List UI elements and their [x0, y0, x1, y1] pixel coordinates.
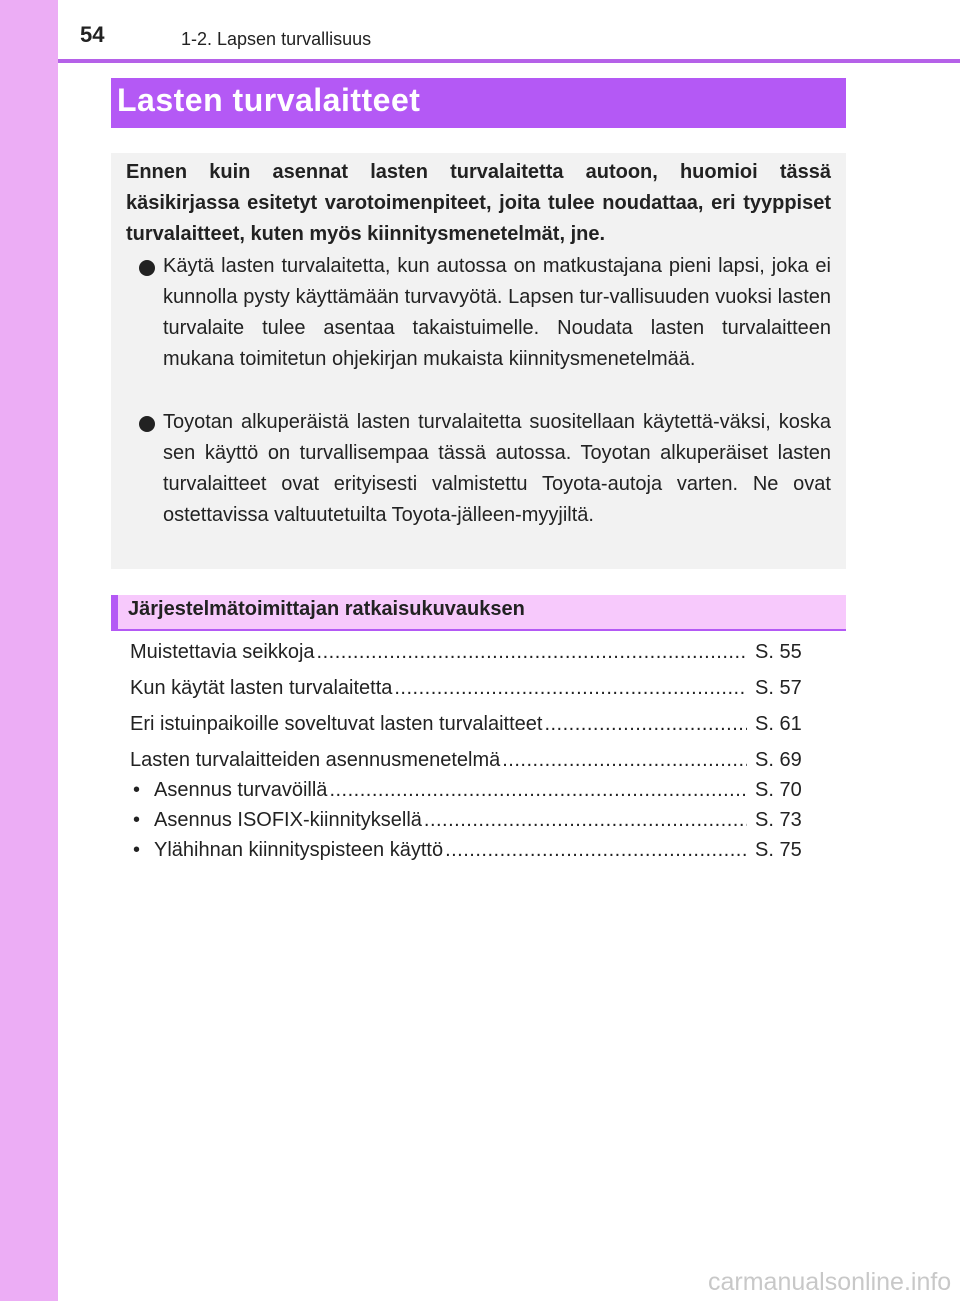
toc-label: Ylähihnan kiinnityspisteen käyttö [154, 839, 444, 861]
toc-label: Asennus ISOFIX-kiinnityksellä [154, 809, 422, 831]
toc-subentry[interactable] [130, 809, 810, 832]
toc-entry[interactable] [130, 641, 810, 664]
toc-bullet: • [133, 779, 141, 801]
toc-page-ref: S. 75 [755, 839, 802, 861]
bullet-text: Toyotan alkuperäistä lasten turvalaitetta suositellaan käytettä-väksi, koska sen käyttö on turvallisempaa tässä autossa. Toyotan alkuperäiset lasten turvalaitteet ovat erityisesti valmistettu Toyota-autoja varten. Ne ovat ostettavissa valtuutetuilta Toyota-jälleen-myyjiltä. [163, 411, 831, 526]
page-title: Lasten turvalaitteet [117, 82, 421, 118]
toc-label: Eri istuinpaikoille soveltuvat lasten turvalaitteet [130, 713, 543, 735]
toc-page-ref: S. 73 [755, 809, 802, 831]
intro-lead: Ennen kuin asennat lasten turvalaitetta autoon, huomioi tässä käsikirjassa esitetyt varotoimenpiteet, joita tulee noudattaa, eri tyyppiset turvalaitteet, kuten myös kiinnitysmenetelmät, jne. [126, 161, 831, 245]
section-title: Järjestelmätoimittajan ratkaisukuvauksen [128, 598, 525, 620]
watermark: carmanualsonline.info [708, 1268, 952, 1296]
page-number: 54 [80, 22, 105, 47]
toc-bullet: • [133, 839, 141, 861]
toc-leader [424, 809, 747, 832]
toc-label: Lasten turvalaitteiden asennusmenetelmä [130, 749, 501, 771]
intro-bullet [126, 251, 831, 375]
bullet-dot-icon [139, 260, 155, 276]
section-accent [111, 595, 118, 631]
intro-bullet [126, 407, 831, 531]
toc-label: Kun käytät lasten turvalaitetta [130, 677, 393, 699]
toc-entry[interactable] [130, 677, 810, 700]
toc-page-ref: S. 55 [755, 641, 802, 663]
toc-subentry[interactable] [130, 839, 810, 862]
toc-label: Asennus turvavöillä [154, 779, 328, 801]
toc-label: Muistettavia seikkoja [130, 641, 315, 663]
toc-entry[interactable] [130, 749, 810, 772]
toc-leader [445, 839, 747, 862]
toc-page-ref: S. 61 [755, 713, 802, 735]
toc-page-ref: S. 69 [755, 749, 802, 771]
toc-bullet: • [133, 809, 141, 831]
toc-leader [502, 749, 747, 772]
toc-leader [544, 713, 747, 736]
bullet-dot-icon [139, 416, 155, 432]
header-rule [58, 59, 960, 63]
toc-subentry[interactable] [130, 779, 810, 802]
toc-leader [317, 641, 747, 664]
breadcrumb: 1-2. Lapsen turvallisuus [181, 29, 372, 49]
toc-page-ref: S. 70 [755, 779, 802, 801]
toc-leader [329, 779, 747, 802]
toc-page-ref: S. 57 [755, 677, 802, 699]
bullet-text: Käytä lasten turvalaitetta, kun autossa on matkustajana pieni lapsi, joka ei kunnolla pysty käyttämään turvavyötä. Lapsen tur-vallisuuden vuoksi lasten turvalaite tulee asentaa takaistuimelle. Noudata lasten turvalaitteen mukana toimitetun ohjekirjan mukaista kiinnitysmenetelmää. [163, 255, 831, 370]
toc-leader [394, 677, 747, 700]
side-tab-strip [0, 0, 58, 1301]
toc-entry[interactable] [130, 713, 810, 736]
